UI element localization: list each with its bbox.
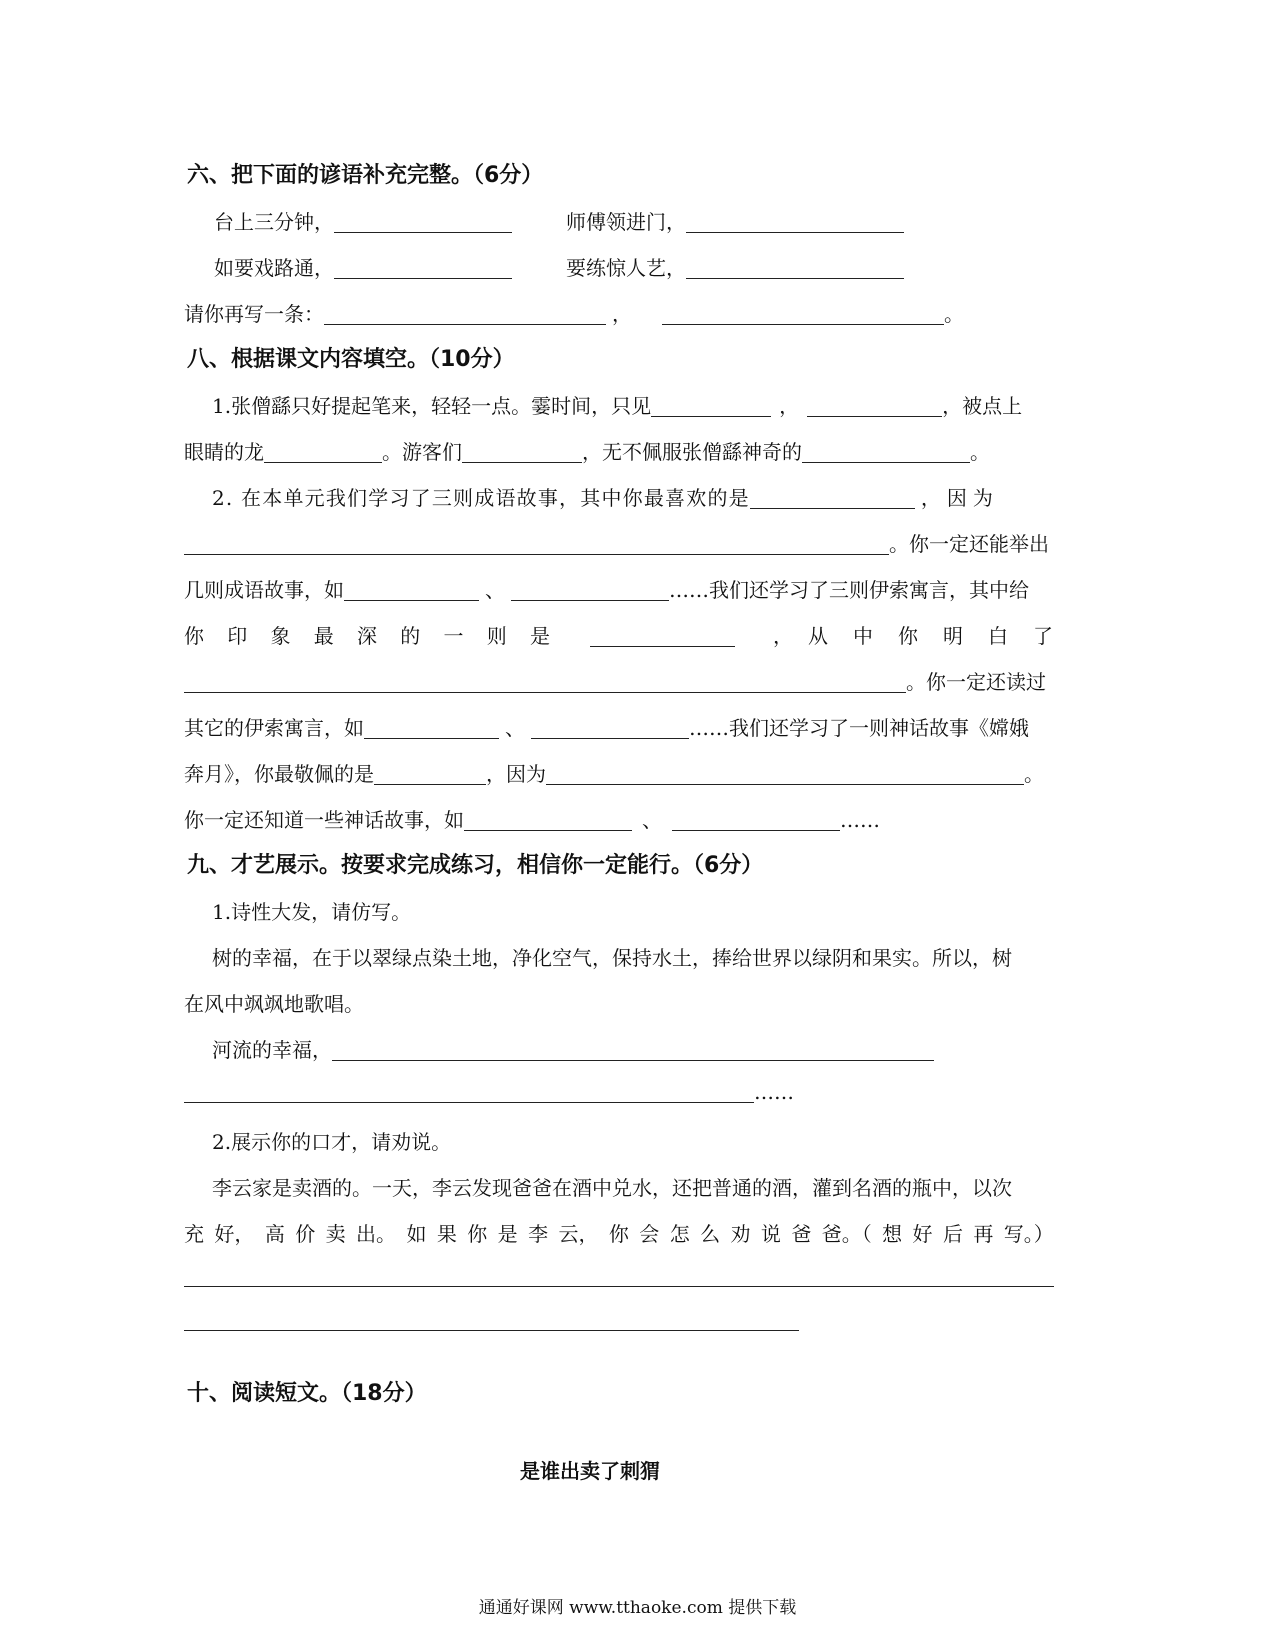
answer-blank[interactable] — [334, 212, 512, 233]
q8-2-line-8: 你一定还知道一些神话故事，如 、 …… — [184, 808, 880, 832]
river-line-2: …… — [184, 1080, 794, 1104]
answer-line[interactable] — [184, 1286, 1054, 1287]
section-10-heading: 十、阅读短文。（18分） — [187, 1381, 427, 1406]
q8-2-line-4a: 你 印 象 最 深 的 一 则 是 — [184, 624, 550, 648]
answer-blank[interactable] — [686, 212, 904, 233]
answer-blank[interactable] — [672, 810, 840, 831]
answer-blank[interactable] — [531, 718, 689, 739]
q8-2-line-4c: 从 中 你 明 白 了 — [808, 624, 1053, 648]
q8-2-line-3: 几则成语故事，如 、 ……我们还学习了三则伊索寓言，其中给 — [184, 578, 1029, 602]
section-6-heading: 六、把下面的谚语补充完整。（6分） — [187, 163, 544, 188]
q8-2-line-6: 其它的伊索寓言，如 、 ……我们还学习了一则神话故事《嫦娥 — [184, 716, 1029, 740]
q8-1-line-1: 1.张僧繇只好提起笔来，轻轻一点。霎时间，只见 ， ，被点上 — [212, 394, 1023, 418]
river-line: 河流的幸福， — [212, 1034, 934, 1063]
q8-2-line-7: 奔月》，你最敬佩的是 ，因为 。 — [184, 762, 1044, 786]
answer-blank[interactable] — [750, 488, 915, 509]
answer-blank[interactable] — [184, 534, 889, 555]
q8-2-line-4b: ， — [590, 620, 793, 649]
answer-blank[interactable] — [802, 442, 970, 463]
section-9-heading: 九、才艺展示。按要求完成练习，相信你一定能行。（6分） — [187, 853, 764, 878]
answer-blank[interactable] — [364, 718, 499, 739]
answer-blank[interactable] — [462, 442, 582, 463]
answer-blank[interactable] — [590, 626, 735, 647]
answer-blank[interactable] — [686, 258, 904, 279]
passage-title: 是谁出卖了刺猬 — [520, 1459, 660, 1483]
q8-1-line-2: 眼睛的龙 。游客们 ，无不佩服张僧繇神奇的 。 — [184, 440, 990, 464]
poem-line-1: 树的幸福，在于以翠绿点染土地，净化空气，保持水土，捧给世界以绿阴和果实。所以，树 — [212, 946, 1012, 970]
q8-2-line-5: 。你一定还读过 — [184, 666, 1046, 695]
story-line-2: 充 好， 高 价 卖 出。 如 果 你 是 李 云， 你 会 怎 么 劝 说 爸 爸。（ 想 好 后 再 写。） — [184, 1222, 1054, 1246]
answer-blank[interactable] — [464, 810, 632, 831]
proverb-row-2b: 要练惊人艺， — [566, 252, 904, 281]
q9-1-label: 1.诗性大发，请仿写。 — [212, 900, 412, 924]
proverb-row-1a: 台上三分钟， — [214, 206, 512, 235]
section-8-heading: 八、根据课文内容填空。（10分） — [187, 347, 515, 372]
answer-blank[interactable] — [324, 304, 606, 325]
proverb-row-3: 请你再写一条： ， 。 — [184, 302, 964, 326]
answer-blank[interactable] — [184, 672, 906, 693]
answer-blank[interactable] — [332, 1040, 934, 1061]
answer-blank[interactable] — [264, 442, 382, 463]
answer-blank[interactable] — [344, 580, 479, 601]
q8-2-line-1: 2. 在本单元我们学习了三则成语故事，其中你最喜欢的是 ，因为 — [212, 486, 999, 510]
answer-blank[interactable] — [546, 764, 1024, 785]
answer-blank[interactable] — [662, 304, 944, 325]
answer-blank[interactable] — [184, 1082, 754, 1103]
q8-2-line-2: 。你一定还能举出 — [184, 528, 1049, 557]
answer-blank[interactable] — [511, 580, 669, 601]
page-footer: 通通好课网 www.tthaoke.com 提供下载 — [478, 1598, 797, 1618]
answer-blank[interactable] — [651, 396, 771, 417]
answer-blank[interactable] — [334, 258, 512, 279]
answer-blank[interactable] — [807, 396, 942, 417]
proverb-row-1b: 师傅领进门， — [566, 206, 904, 235]
proverb-row-2a: 如要戏路通， — [214, 252, 512, 281]
answer-line[interactable] — [184, 1330, 799, 1331]
answer-blank[interactable] — [374, 764, 486, 785]
poem-line-2: 在风中飒飒地歌唱。 — [184, 992, 364, 1016]
story-line-1: 李云家是卖酒的。一天，李云发现爸爸在酒中兑水，还把普通的酒，灌到名酒的瓶中，以次 — [212, 1176, 1012, 1200]
q9-2-label: 2.展示你的口才，请劝说。 — [212, 1130, 452, 1154]
